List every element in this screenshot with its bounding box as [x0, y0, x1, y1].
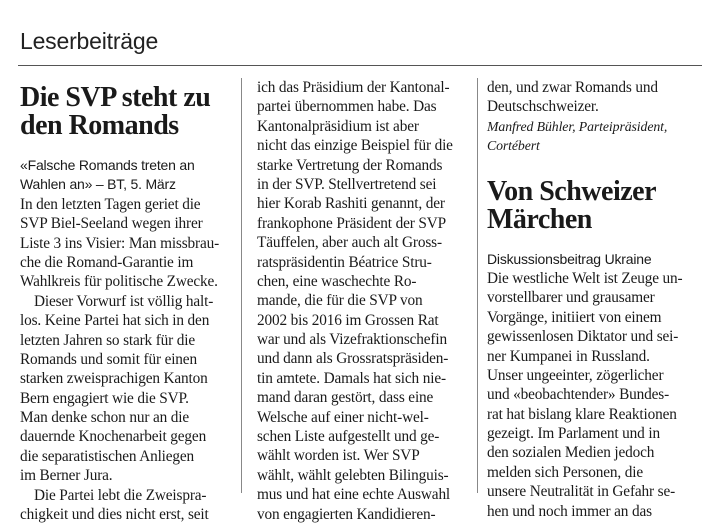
- body-line: tin amtete. Damals hat sich nie-: [257, 369, 446, 387]
- body-line: und dann als Grossratspräsiden-: [257, 350, 449, 368]
- body-line: ner Kumpanei in Russland.: [487, 347, 650, 365]
- signature-line: Manfred Bühler, Parteipräsident,: [487, 118, 668, 134]
- body-line: chigkeit und dies nicht erst, seit: [20, 506, 209, 524]
- signature-line: Cortébert: [487, 138, 540, 154]
- body-line: che die Romand-Garantie im: [20, 253, 194, 271]
- body-line: Romands und somit für einen: [20, 350, 197, 368]
- body-line: hen und noch immer an das: [487, 502, 652, 520]
- body-line: melden sich Personen, die: [487, 463, 643, 481]
- body-line: den sozialen Medien jedoch: [487, 444, 655, 462]
- section-title: Leserbeiträge: [20, 28, 159, 54]
- body-line: rat hat bislang klare Reaktionen: [487, 405, 677, 423]
- body-line: gewissenlosen Diktator und sei-: [487, 328, 679, 346]
- body-line: los. Keine Partei hat sich in den: [20, 312, 210, 330]
- body-line: Kantonalpräsidium ist aber: [257, 117, 419, 135]
- article-headline: [20, 84, 232, 140]
- column-1: [20, 78, 232, 524]
- body-line: In den letzten Tagen geriet die: [20, 195, 201, 213]
- body-line: Deutschschweizer.: [487, 98, 599, 116]
- article-kicker: Diskussionsbeitrag Ukraine: [487, 250, 652, 267]
- body-line: Vorgänge, initiiert von einem: [487, 308, 662, 326]
- headline-line: den Romands: [20, 110, 179, 141]
- body-line: ich das Präsidium der Kantonal-: [257, 79, 450, 96]
- body-line: den, und zwar Romands und: [487, 79, 658, 96]
- headline-line: Von Schweizer: [487, 175, 657, 207]
- body-line: partei übernommen habe. Das: [257, 98, 437, 116]
- headline-line: Die SVP steht zu: [20, 82, 211, 113]
- column-3: [487, 78, 699, 520]
- body-line: mus und hat eine echte Auswahl: [257, 486, 451, 504]
- body-line: dauernde Knochenarbeit gegen: [20, 428, 207, 446]
- body-line: nicht das einzige Beispiel für die: [257, 137, 453, 155]
- body-line: chen, eine waschechte Ro-: [257, 272, 417, 290]
- article-body: [257, 78, 469, 524]
- column-2: [257, 78, 469, 523]
- body-line: Die westliche Welt ist Zeuge un-: [487, 269, 683, 287]
- body-line: in der SVP. Stellvertretend sei: [257, 175, 437, 193]
- body-line: wählt, wählt gelebten Bilinguis-: [257, 466, 449, 484]
- body-line: Dieser Vorwurf ist völlig halt-: [34, 292, 214, 310]
- column-divider: [477, 78, 478, 493]
- body-line: hier Korab Rashiti genannt, der: [257, 195, 445, 213]
- body-line: starke Vertretung der Romands: [257, 156, 443, 174]
- body-line: SVP Biel-Seeland wegen ihrer: [20, 215, 203, 233]
- body-line: schen Liste aufgestellt und ge-: [257, 428, 440, 446]
- body-line: Die Partei lebt die Zweispra-: [34, 486, 207, 504]
- body-line: Täuffelen, aber auch alt Gross-: [257, 234, 442, 252]
- body-line: im Berner Jura.: [20, 467, 113, 485]
- article-body: [487, 269, 699, 521]
- header-rule: [18, 65, 702, 66]
- body-line: von engagierten Kandidieren-: [257, 505, 436, 523]
- column-divider: [241, 78, 242, 493]
- body-line: Unser ungeeinter, zögerlicher: [487, 366, 664, 384]
- article-kicker: [20, 156, 232, 195]
- body-line: 2002 bis 2016 im Grossen Rat: [257, 311, 439, 329]
- article-body: [20, 195, 232, 524]
- article-body: [487, 78, 699, 117]
- body-line: frankophone Präsident der SVP: [257, 214, 446, 232]
- body-line: und «beobachtender» Bundes-: [487, 386, 670, 404]
- body-line: mand daran gestört, dass eine: [257, 389, 434, 407]
- body-line: war und als Vizefraktionschefin: [257, 331, 447, 349]
- body-line: starken zweisprachigen Kanton: [20, 370, 208, 388]
- body-line: Wahlkreis für politische Zwecke.: [20, 273, 218, 291]
- body-line: Bern engagiert wie die SVP.: [20, 389, 189, 407]
- kicker-line: Wahlen an» – BT, 5. März: [20, 176, 176, 193]
- body-line: die separatistischen Anliegen: [20, 447, 195, 465]
- kicker-line: «Falsche Romands treten an: [20, 157, 195, 173]
- body-line: letzten Jahren so stark für die: [20, 331, 196, 349]
- article-headline: [487, 175, 699, 235]
- body-line: Man denke schon nur an die: [20, 409, 189, 427]
- body-line: mande, die für die SVP von: [257, 292, 423, 310]
- article-signature: [487, 117, 699, 156]
- body-line: wählt worden ist. Wer SVP: [257, 447, 420, 465]
- body-line: Welsche auf einer nicht-wel-: [257, 408, 429, 426]
- body-line: unsere Neutralität in Gefahr se-: [487, 483, 676, 501]
- body-line: vorstellbarer und grausamer: [487, 289, 655, 307]
- body-line: gezeigt. Im Parlament und in: [487, 425, 660, 443]
- headline-line: Märchen: [487, 203, 592, 235]
- body-line: Liste 3 ins Visier: Man missbrau-: [20, 234, 220, 252]
- body-line: ratspräsidentin Béatrice Stru-: [257, 253, 432, 271]
